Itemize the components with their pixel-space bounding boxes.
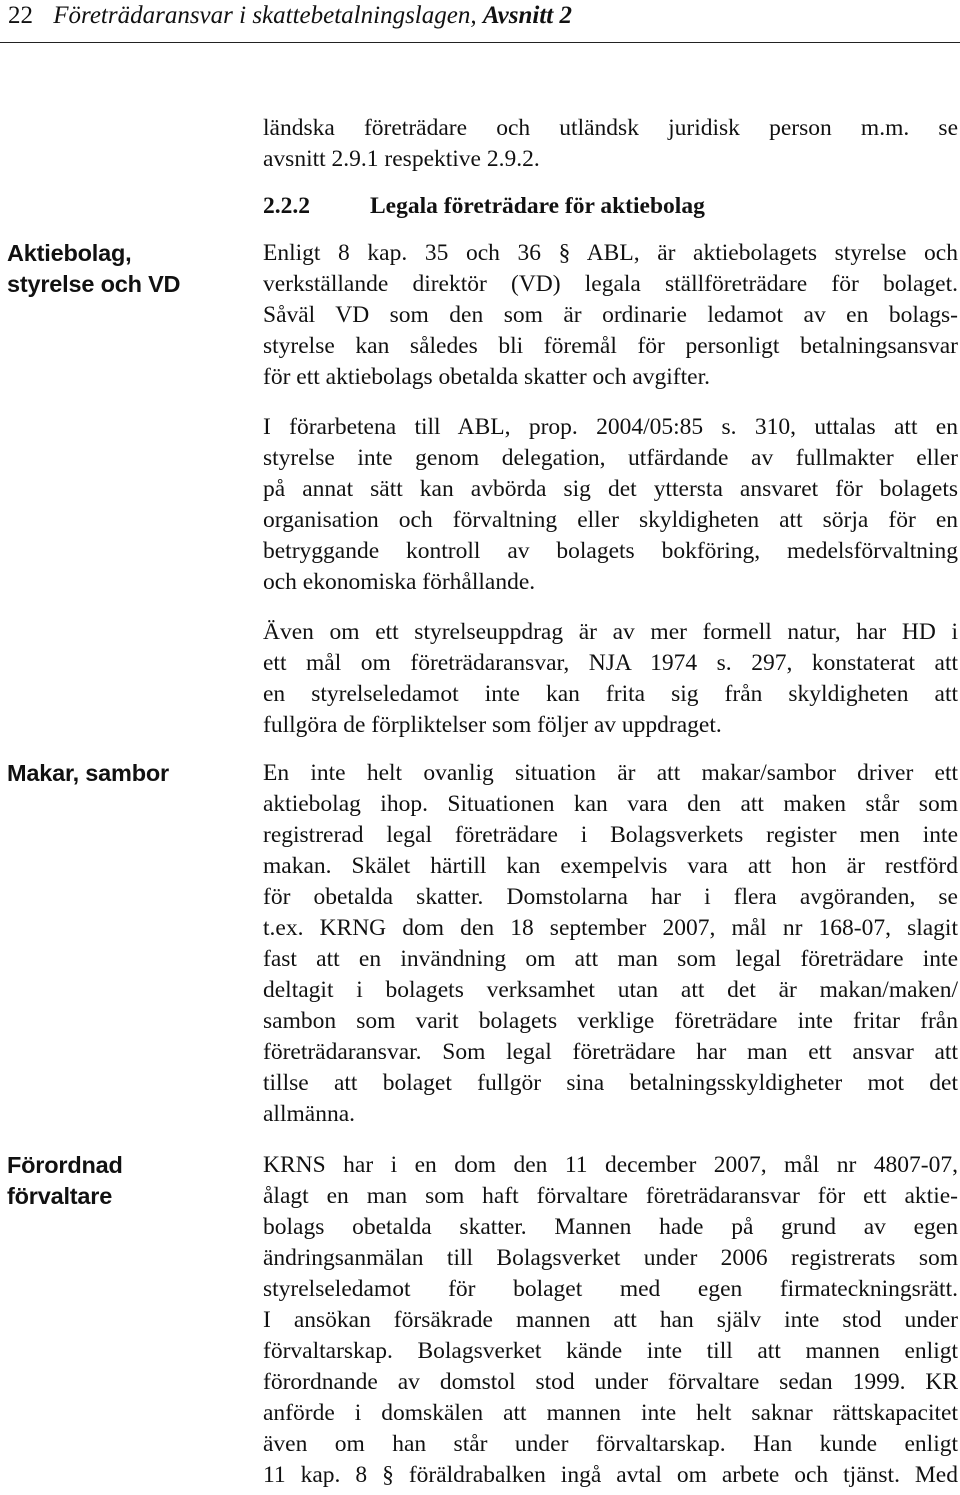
running-title bbox=[53, 2, 572, 29]
running-title-text: Företrädaransvar i skattebetalningslagen, bbox=[53, 2, 477, 29]
margin-note-line: Makar, sambor bbox=[7, 760, 169, 786]
paragraph-preparatory-works bbox=[263, 412, 958, 598]
text-line: ändringsanmälan till Bolagsverket under 2006 registrerats som bbox=[263, 1245, 958, 1271]
text-line: tillse att bolaget fullgör sina betalningsskyldigheter mot det bbox=[263, 1070, 958, 1096]
text-line: Enligt 8 kap. 35 och 36 § ABL, är aktiebolagets styrelse och bbox=[263, 240, 958, 266]
heading-number: 2.2.2 bbox=[263, 193, 310, 219]
text-line: I ansökan försäkrade mannen att han själv inte stod under bbox=[263, 1307, 958, 1333]
text-line: 11 kap. 8 § föräldrabalken ingå avtal om arbete och tjänst. Med bbox=[263, 1462, 958, 1488]
margin-note-line: Aktiebolag, bbox=[7, 240, 132, 266]
section-heading bbox=[263, 193, 705, 220]
text-line: även om han står under förvaltarskap. Han kunde enligt bbox=[263, 1431, 958, 1457]
text-line: Såväl VD som den som är ordinarie ledamot av en bolags- bbox=[263, 302, 958, 328]
text-line: anförde i domskälen att mannen inte helt saknar rättskapacitet bbox=[263, 1400, 958, 1426]
text-line: och ekonomiska förhållande. bbox=[263, 569, 536, 595]
paragraph-board-assignment bbox=[263, 617, 958, 741]
paragraph-appointed-guardian bbox=[263, 1150, 958, 1491]
text-line: förordnande av domstol stod under förvaltare sedan 1999. KR bbox=[263, 1369, 958, 1395]
text-line: aktiebolag ihop. Situationen kan vara den att maken står som bbox=[263, 791, 958, 817]
text-line: organisation och förvaltning eller skyldigheten att sörja för en bbox=[263, 507, 958, 533]
text-line: registrerad legal företrädare i Bolagsverkets register men inte bbox=[263, 822, 958, 848]
header-rule bbox=[0, 42, 960, 43]
margin-note-line: styrelse och VD bbox=[7, 271, 181, 297]
page-header bbox=[8, 2, 572, 30]
text-line: på annat sätt kan avbörda sig det yttersta ansvaret för bolagets bbox=[263, 476, 958, 502]
page-number: 22 bbox=[8, 2, 33, 29]
text-line: KRNS har i en dom den 11 december 2007, mål nr 4807-07, bbox=[263, 1152, 958, 1178]
text-line: för obetalda skatter. Domstolarna har i flera avgöranden, se bbox=[263, 884, 958, 910]
text-line: bolags obetalda skatter. Mannen hade på grund av egen bbox=[263, 1214, 958, 1240]
text-line: makan. Skälet härtill kan exempelvis vara att hon är restförd bbox=[263, 853, 958, 879]
text-line: ett mål om företrädaransvar, NJA 1974 s. 297, konstaterat att bbox=[263, 650, 958, 676]
paragraph-legal-representatives bbox=[263, 238, 958, 393]
heading-text: Legala företrädare för aktiebolag bbox=[370, 193, 705, 219]
text-line: Även om ett styrelseuppdrag är av mer formell natur, har HD i bbox=[263, 619, 958, 645]
text-line: allmänna. bbox=[263, 1101, 356, 1127]
text-line: sambon som varit bolagets verklige företrädare inte fritar från bbox=[263, 1008, 958, 1034]
paragraph-spouses bbox=[263, 758, 958, 1130]
text-line: förvaltarskap. Bolagsverket kände inte till att mannen enligt bbox=[263, 1338, 958, 1364]
text-line: fullgöra de förpliktelser som följer av uppdraget. bbox=[263, 712, 722, 738]
text-line: styrelse kan således bli föremål för personligt betalningsansvar bbox=[263, 333, 958, 359]
text-line: för ett aktiebolags obetalda skatter och avgifter. bbox=[263, 364, 710, 390]
text-line: I förarbetena till ABL, prop. 2004/05:85 s. 310, uttalas att en bbox=[263, 414, 958, 440]
margin-note-line: Förordnad bbox=[7, 1152, 123, 1178]
margin-note-line: förvaltare bbox=[7, 1183, 113, 1209]
paragraph-intro bbox=[263, 113, 958, 175]
text-line: fast att en invändning om att man som legal företrädare inte bbox=[263, 946, 958, 972]
text-line: verkställande direktör (VD) legala ställföreträdare för bolaget. bbox=[263, 271, 958, 297]
text-line: deltagit i bolagets verksamhet utan att det är makan/maken/ bbox=[263, 977, 958, 1003]
text-line: styrelseledamot för bolaget med egen firmateckningsrätt. bbox=[263, 1276, 958, 1302]
section-label: Avsnitt 2 bbox=[482, 2, 572, 29]
margin-note-aktiebolag bbox=[7, 238, 222, 300]
text-line: betryggande kontroll av bolagets bokföring, medelsförvaltning bbox=[263, 538, 958, 564]
text-line: ländska företrädare och utländsk juridisk person m.m. se bbox=[263, 115, 958, 141]
margin-note-makar bbox=[7, 758, 222, 789]
text-line: företrädaransvar. Som legal företrädare har man ett ansvar att bbox=[263, 1039, 958, 1065]
text-line: ålagt en man som haft förvaltare företrädaransvar för ett aktie- bbox=[263, 1183, 958, 1209]
text-line: avsnitt 2.9.1 respektive 2.9.2. bbox=[263, 146, 540, 172]
text-line: en styrelseledamot inte kan frita sig från skyldigheten att bbox=[263, 681, 958, 707]
margin-note-forordnad bbox=[7, 1150, 222, 1212]
text-line: En inte helt ovanlig situation är att makar/sambor driver ett bbox=[263, 760, 958, 786]
text-line: styrelse inte genom delegation, utfärdande av fullmakter eller bbox=[263, 445, 958, 471]
text-line: t.ex. KRNG dom den 18 september 2007, mål nr 168-07, slagit bbox=[263, 915, 958, 941]
